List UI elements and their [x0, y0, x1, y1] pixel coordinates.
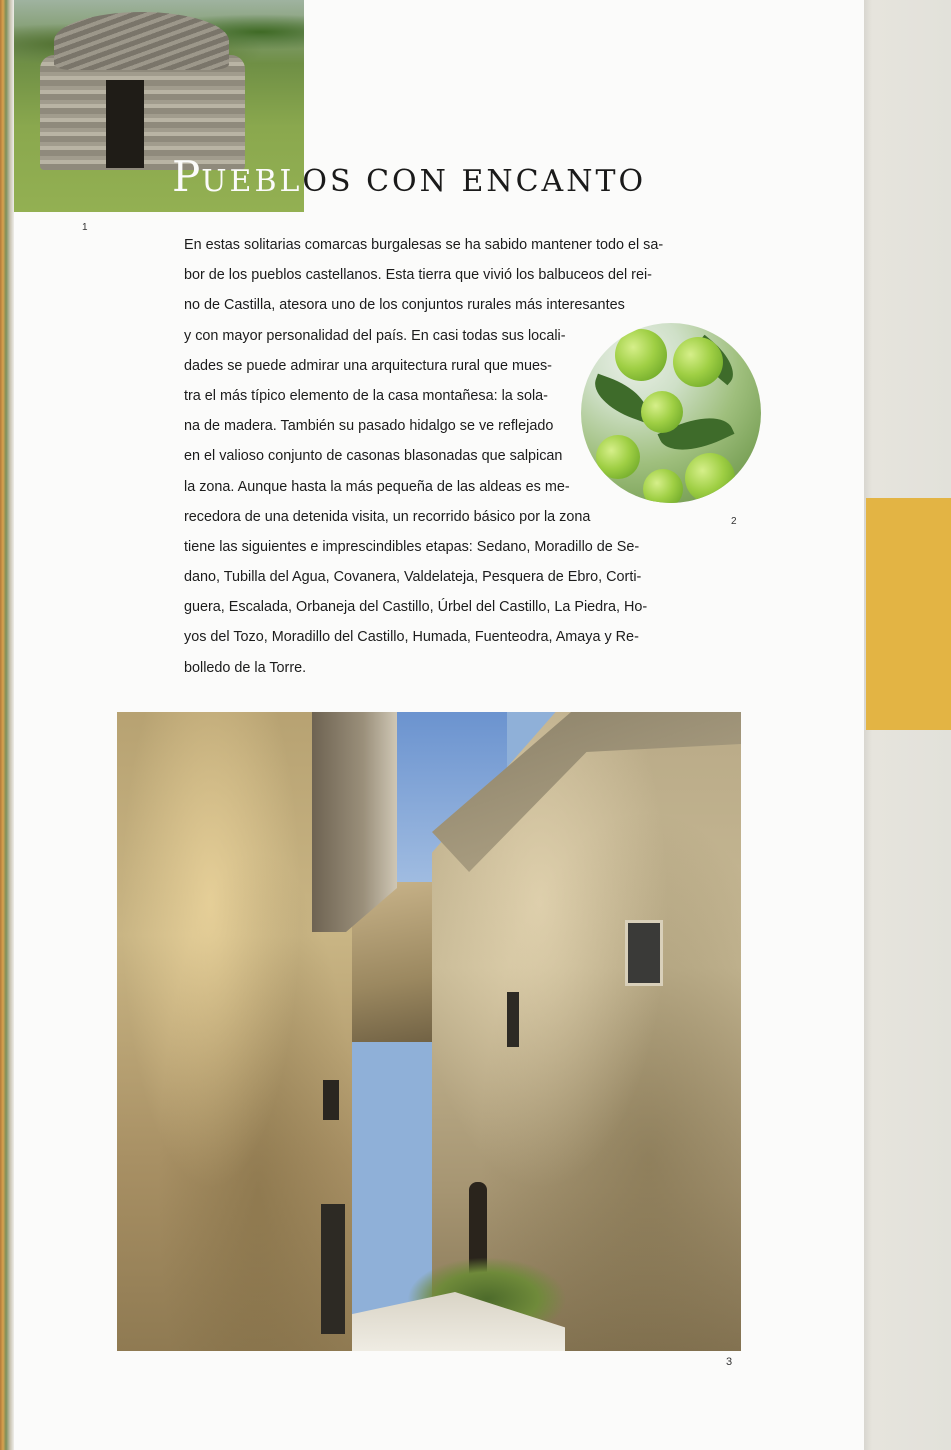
- body-line: bolledo de la Torre.: [184, 659, 307, 676]
- body-line: no de Castilla, atesora uno de los conjuntos rurales más interesantes: [184, 297, 625, 314]
- accent-strip: [866, 498, 951, 730]
- body-line: yos del Tozo, Moradillo del Castillo, Humada, Fuenteodra, Amaya y Re-: [184, 629, 639, 646]
- title-part-over-photo: UEBL: [201, 164, 303, 199]
- street-lamp: [323, 1080, 339, 1120]
- hut-roof: [54, 12, 229, 70]
- photo-caption-number: 2: [731, 516, 737, 527]
- page-title: [172, 152, 692, 202]
- title-initial: P: [172, 152, 202, 201]
- body-line: dades se puede admirar una arquitectura rural que mues-: [184, 357, 552, 374]
- window: [507, 992, 519, 1047]
- body-line: bor de los pueblos castellanos. Esta tierra que vivió los balbuceos del rei-: [184, 267, 652, 284]
- apple: [641, 391, 683, 433]
- apple: [685, 453, 735, 503]
- body-line: en el valioso conjunto de casonas blasonadas que salpican: [184, 448, 563, 465]
- body-line: y con mayor personalidad del país. En casi todas sus locali-: [184, 327, 566, 344]
- apple: [596, 435, 640, 479]
- apple: [643, 469, 683, 503]
- window-shutter: [321, 1204, 345, 1334]
- body-line: recedora de una detenida visita, un recorrido básico por la zona: [184, 508, 591, 525]
- body-line: tiene las siguientes e imprescindibles etapas: Sedano, Moradillo de Se-: [184, 538, 640, 555]
- body-line: dano, Tubilla del Agua, Covanera, Valdelateja, Pesquera de Ebro, Corti-: [184, 569, 642, 586]
- body-line: la zona. Aunque hasta la más pequeña de las aldeas es me-: [184, 478, 570, 495]
- hut-door: [106, 80, 144, 168]
- village-street-photo: [117, 712, 741, 1351]
- apples-photo: [581, 323, 761, 503]
- body-line: guera, Escalada, Orbaneja del Castillo, Úrbel del Castillo, La Piedra, Ho-: [184, 599, 648, 616]
- apple: [673, 337, 723, 387]
- apple: [615, 329, 667, 381]
- window: [625, 920, 663, 986]
- body-line: En estas solitarias comarcas burgalesas se ha sabido mantener todo el sa-: [184, 237, 664, 253]
- left-eave: [312, 712, 397, 932]
- title-part: OS CON ENCANTO: [302, 164, 647, 199]
- body-line: tra el más típico elemento de la casa montañesa: la sola-: [184, 387, 548, 404]
- photo-caption-number: 1: [82, 222, 88, 233]
- body-line: na de madera. También su pasado hidalgo se ve reflejado: [184, 418, 554, 435]
- page-number: 3: [726, 1356, 733, 1368]
- page-binding-edge: [0, 0, 14, 1450]
